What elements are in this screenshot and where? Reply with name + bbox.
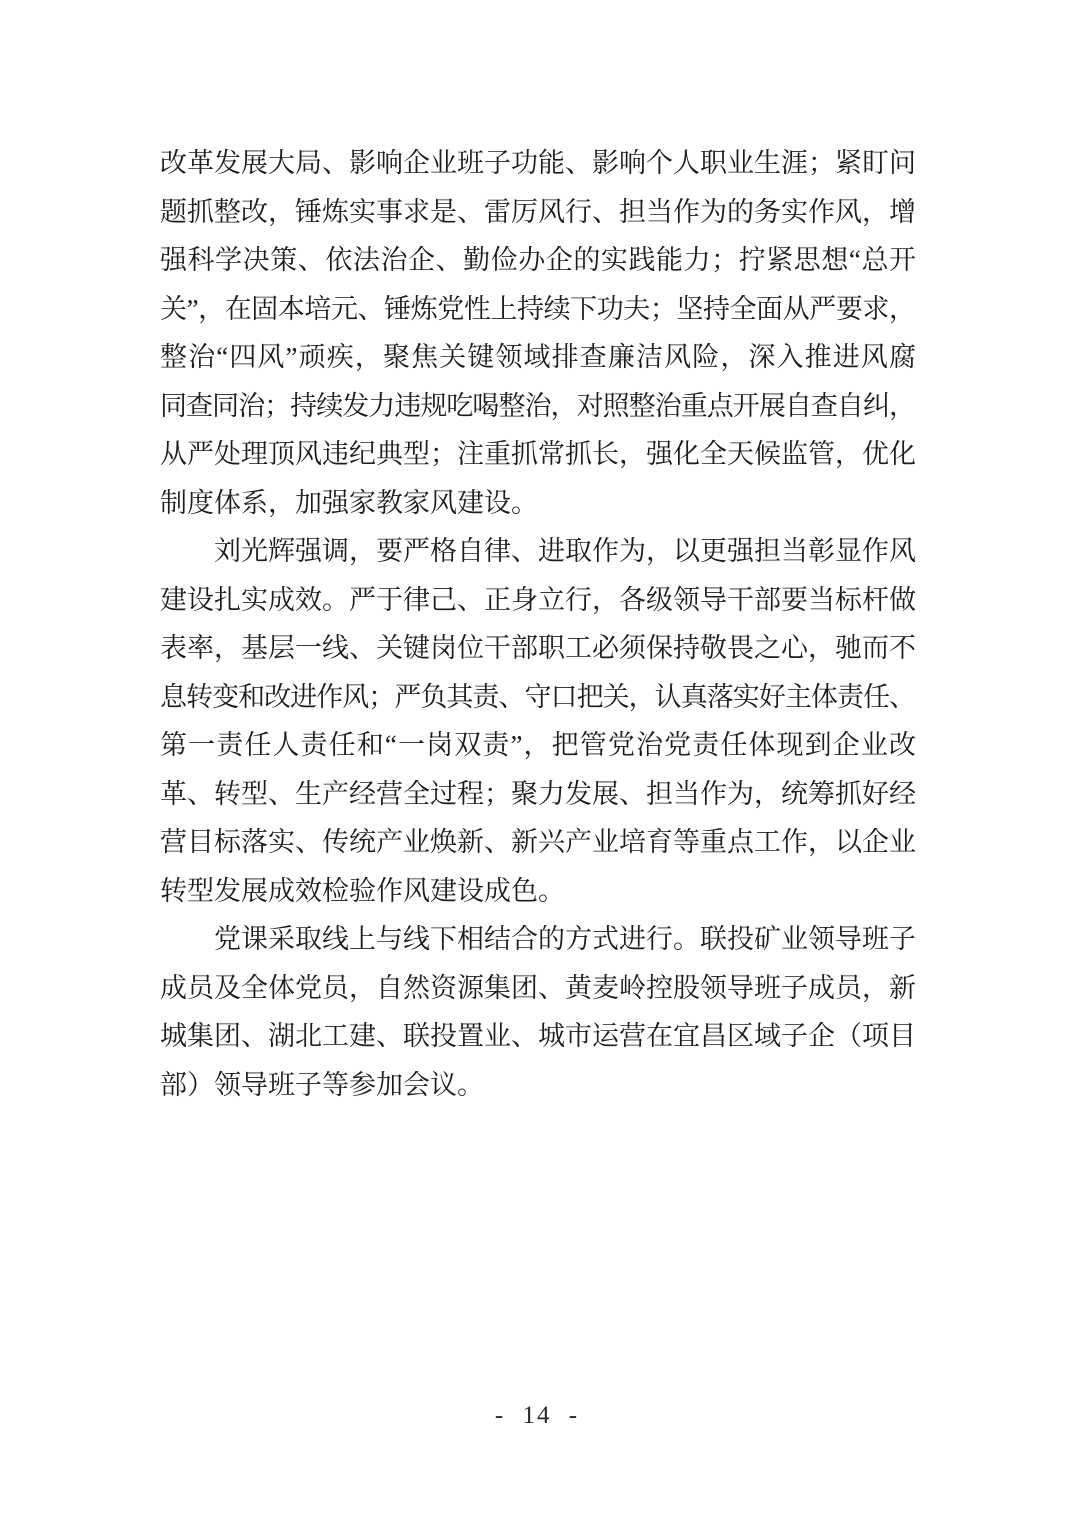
page-number: - 14 - bbox=[494, 1402, 580, 1429]
text-line: 部）领导班子等参加会议。 bbox=[160, 1069, 484, 1100]
text-line: 成员及全体党员，自然资源集团、黄麦岭控股领导班子成员，新 bbox=[160, 972, 916, 1003]
text-line: 革、转型、生产经营全过程；聚力发展、担当作为，统筹抓好经 bbox=[160, 778, 916, 809]
document-body bbox=[160, 139, 916, 1109]
text-line: 城集团、湖北工建、联投置业、城市运营在宜昌区域子企（项目 bbox=[160, 1021, 916, 1051]
text-line: 从严处理顶风违纪典型；注重抓常抓长，强化全天候监管，优化 bbox=[160, 439, 916, 469]
text-line: 改革发展大局、影响企业班子功能、影响个人职业生涯；紧盯问 bbox=[160, 148, 916, 178]
text-line: 刘光辉强调，要严格自律、进取作为，以更强担当彰显作风 bbox=[214, 536, 916, 566]
text-line: 息转变和改进作风；严负其责、守口把关，认真落实好主体责任、 bbox=[160, 681, 916, 712]
text-line: 整治“四风”顽疾，聚焦关键领域排查廉洁风险，深入推进风腐 bbox=[160, 342, 918, 372]
text-line: 表率，基层一线、关键岗位干部职工必须保持敬畏之心，驰而不 bbox=[160, 633, 916, 663]
text-line: 同查同治；持续发力违规吃喝整治，对照整治重点开展自查自纠， bbox=[160, 390, 916, 421]
text-line: 关”，在固本培元、锤炼党性上持续下功夫；坚持全面从严要求， bbox=[160, 293, 916, 324]
text-line: 题抓整改，锤炼实事求是、雷厉风行、担当作为的务实作风，增 bbox=[160, 196, 916, 227]
text-line: 制度体系，加强家教家风建设。 bbox=[160, 487, 538, 518]
text-line: 建设扎实成效。严于律己、正身立行，各级领导干部要当标杆做 bbox=[160, 584, 916, 615]
text-line: 转型发展成效检验作风建设成色。 bbox=[160, 875, 565, 906]
text-line: 营目标落实、传统产业焕新、新兴产业培育等重点工作，以企业 bbox=[160, 827, 916, 857]
text-line: 强科学决策、依法治企、勤俭办企的实践能力；拧紧思想“总开 bbox=[160, 245, 917, 275]
text-line: 第一责任人责任和“一岗双责”，把管党治党责任体现到企业改 bbox=[160, 730, 918, 760]
text-line: 党课采取线上与线下相结合的方式进行。联投矿业领导班子 bbox=[214, 924, 916, 954]
